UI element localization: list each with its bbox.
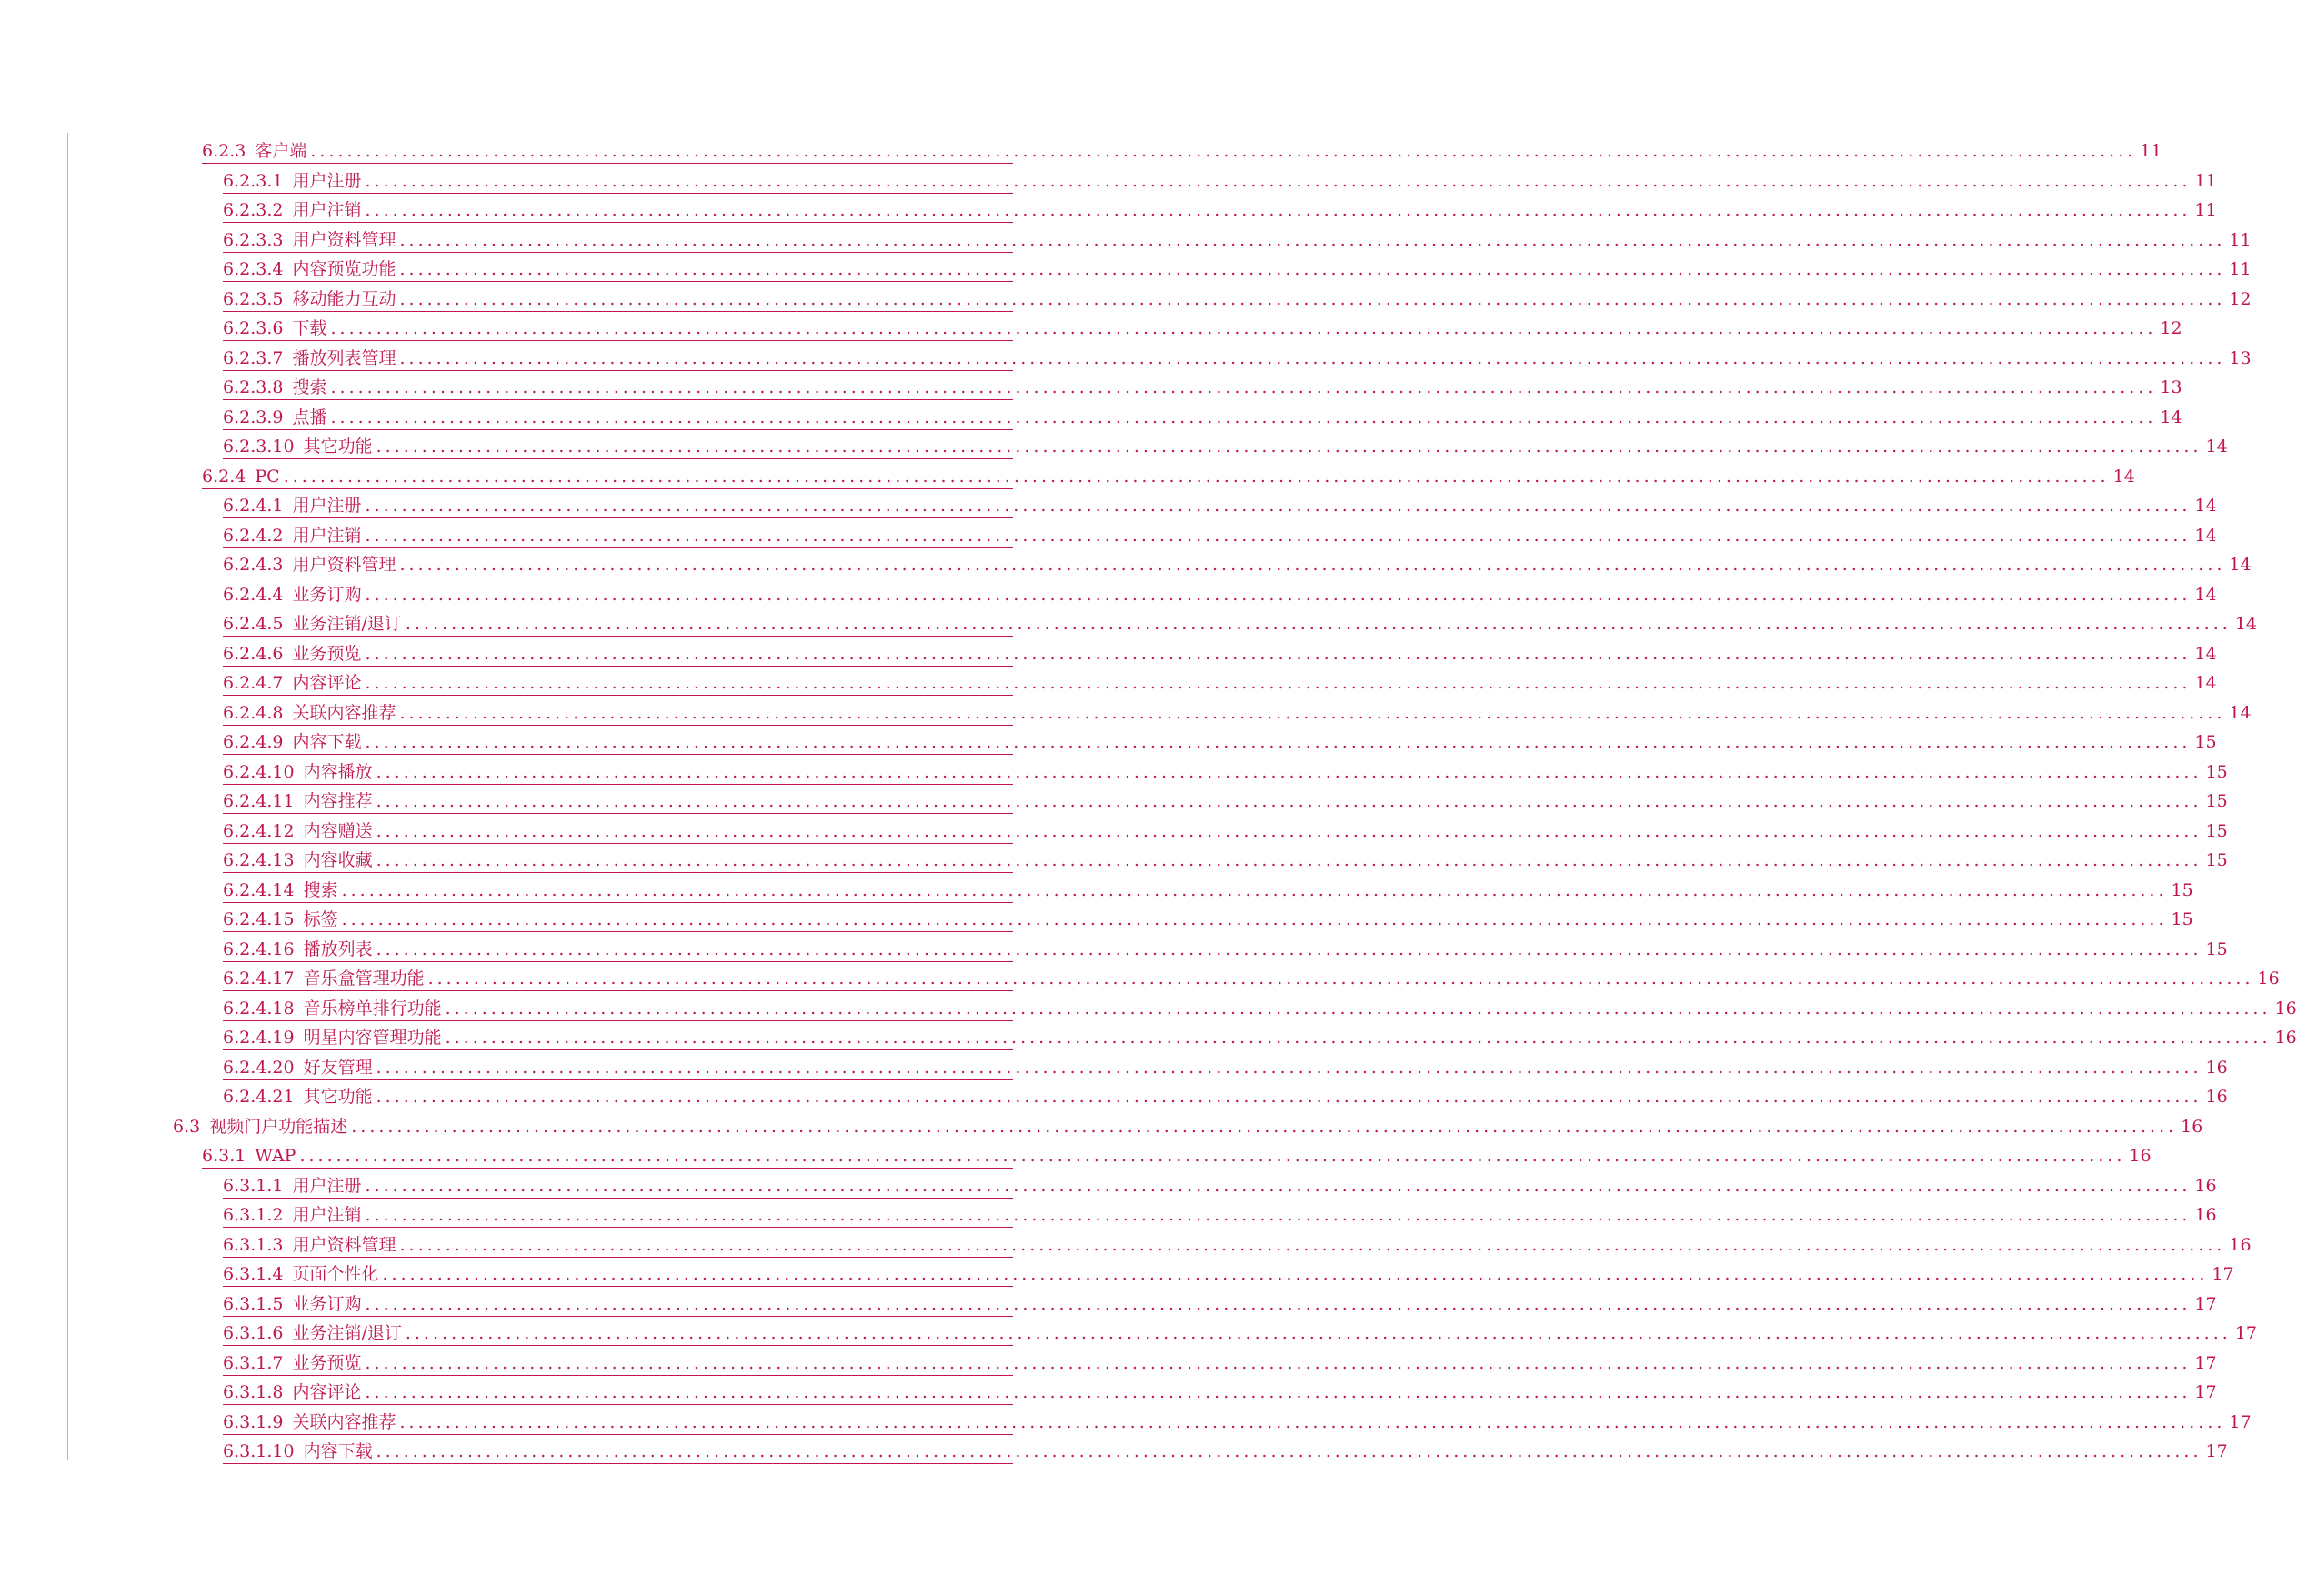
toc-entry-label: 用户注册 [292,1175,362,1196]
toc-page-number: 15 [2171,909,2193,929]
toc-dot-leader: ........................................................................................................................................................................................................ [365,170,2192,191]
toc-entry-label: 内容赠送 [303,820,373,841]
toc-entry-title [202,467,280,487]
toc-entry-label: 用户资料管理 [292,1234,396,1255]
toc-dot-leader: ........................................................................................................................................................................................................ [351,1116,2178,1137]
toc-page-number: 15 [2171,879,2193,900]
toc-entry-number: 6.2.4.9 [223,732,284,752]
toc-page-number: 17 [2194,1352,2217,1373]
toc-entry-number: 6.3.1.3 [223,1234,284,1255]
toc-entry-title [223,1176,362,1196]
toc-page-number: 14 [2194,496,2217,516]
toc-entry-label: 业务预览 [292,1352,362,1373]
toc-entry[interactable] [223,226,2252,253]
toc-page-number: 15 [2205,761,2228,782]
toc-entry-title [223,585,362,605]
toc-entry[interactable] [223,964,2280,991]
toc-entry-label: 内容下载 [292,732,362,752]
toc-entry-number: 6.3.1.1 [223,1175,284,1196]
toc-entry-title [223,673,362,693]
page-margin-rule [67,133,68,1460]
toc-entry-number: 6.2.4 [202,466,246,487]
toc-page-number: 11 [2194,170,2217,191]
toc-page-number: 12 [2229,288,2252,309]
toc-entry-number: 6.3.1.5 [223,1293,284,1314]
toc-entry-number: 6.2.4.15 [223,909,295,929]
toc-entry-label: 音乐榜单排行功能 [303,998,442,1019]
toc-entry-number: 6.2.3.2 [223,200,284,220]
toc-dot-leader: ........................................................................................................................................................................................................ [445,998,2272,1019]
toc-entry[interactable] [223,1319,2257,1346]
toc-page-number: 16 [2181,1116,2203,1137]
toc-dot-leader: ........................................................................................................................................................................................................ [365,1352,2192,1373]
toc-page-number: 16 [2194,1175,2217,1196]
toc-page-number: 16 [2274,998,2297,1019]
toc-entry-title [223,644,362,664]
toc-entry-number: 6.3.1.4 [223,1264,284,1284]
toc-entry-label: 用户注销 [292,1205,362,1225]
toc-entry-title [223,791,373,811]
toc-entry[interactable] [223,668,2217,696]
toc-dot-leader: ........................................................................................................................................................................................................ [376,820,2202,841]
toc-entry[interactable] [223,728,2217,755]
toc-page-number: 16 [2205,1057,2228,1078]
toc-page-number: 17 [2229,1411,2252,1432]
toc-entry[interactable] [223,787,2228,814]
toc-page-number: 16 [2194,1205,2217,1225]
toc-entry-label: 内容推荐 [303,791,373,811]
toc-dot-leader: ........................................................................................................................................................................................................ [299,1146,2126,1166]
toc-entry[interactable] [223,1260,2234,1287]
toc-dot-leader: ........................................................................................................................................................................................................ [399,555,2226,575]
toc-entry-title [223,1087,373,1107]
toc-entry-label: 关联内容推荐 [292,702,396,723]
toc-dot-leader: ........................................................................................................................................................................................................ [399,259,2226,279]
toc-page-number: 17 [2234,1323,2257,1343]
toc-entry-number: 6.2.4.13 [223,850,295,870]
toc-dot-leader: ........................................................................................................................................................................................................ [365,1175,2192,1196]
toc-entry-title [223,880,338,900]
toc-entry-title [223,1205,362,1225]
toc-entry-title [223,496,362,516]
toc-page-number: 14 [2234,614,2257,634]
toc-entry-title [223,732,362,752]
toc-entry-number: 6.2.3.6 [223,318,284,338]
toc-entry-label: 用户注销 [292,200,362,220]
toc-entry-label: WAP [255,1146,296,1166]
toc-entry-title [202,141,306,161]
toc-entry[interactable] [223,166,2217,194]
toc-entry[interactable] [223,550,2252,577]
toc-entry-label: 播放列表管理 [292,347,396,368]
toc-page-number: 15 [2205,820,2228,841]
toc-page-number: 15 [2205,939,2228,959]
toc-dot-leader: ........................................................................................................................................................................................................ [330,318,2157,338]
toc-entry-number: 6.2.4.2 [223,525,284,546]
toc-page-number: 11 [2140,141,2162,161]
toc-entry-label: 移动能力互动 [292,288,396,309]
toc-dot-leader: ........................................................................................................................................................................................................ [376,1087,2202,1107]
toc-page-number: 17 [2194,1293,2217,1314]
toc-entry-number: 6.3.1 [202,1146,246,1166]
toc-entry-title [223,200,362,220]
toc-entry-number: 6.2.4.1 [223,496,284,516]
toc-entry-label: 明星内容管理功能 [303,1028,442,1048]
toc-dot-leader: ........................................................................................................................................................................................................ [365,643,2192,664]
toc-entry-number: 6.2.3.8 [223,377,284,397]
toc-dot-leader: ........................................................................................................................................................................................................ [376,850,2202,870]
toc-entry-label: 客户端 [255,141,307,161]
toc-page-number: 15 [2205,850,2228,870]
toc-entry-number: 6.2.3.7 [223,347,284,368]
toc-entry-title [173,1117,347,1137]
toc-page-number: 17 [2194,1382,2217,1402]
toc-entry-label: 音乐盒管理功能 [303,969,425,989]
toc-entry-title [223,437,373,457]
toc-dot-leader: ........................................................................................................................................................................................................ [310,141,2137,161]
toc-dot-leader: ........................................................................................................................................................................................................ [365,732,2192,752]
toc-entry-label: 下载 [292,318,327,338]
toc-entry-number: 6.2.4.10 [223,761,295,782]
toc-dot-leader: ........................................................................................................................................................................................................ [376,437,2202,457]
toc-entry[interactable] [223,196,2217,223]
toc-dot-leader: ........................................................................................................................................................................................................ [376,1441,2202,1461]
toc-entry[interactable] [223,285,2252,312]
toc-entry-title [223,1323,402,1343]
toc-entry-title [223,999,442,1019]
toc-entry[interactable] [223,403,2182,430]
toc-entry[interactable] [223,1378,2217,1405]
toc-entry-label: 搜索 [303,879,338,900]
toc-page-number: 14 [2194,673,2217,693]
toc-dot-leader: ........................................................................................................................................................................................................ [365,673,2192,693]
toc-entry-number: 6.3.1.8 [223,1382,284,1402]
toc-entry[interactable] [223,817,2228,844]
toc-entry-number: 6.3 [173,1116,201,1137]
toc-dot-leader: ........................................................................................................................................................................................................ [283,466,2110,487]
toc-entry[interactable] [223,314,2182,341]
toc-dot-leader: ........................................................................................................................................................................................................ [341,879,2168,900]
toc-entry-title [223,407,327,427]
toc-page-number: 16 [2129,1146,2152,1166]
toc-page-number: 11 [2194,200,2217,220]
toc-entry-title [223,939,373,959]
toc-dot-leader: ........................................................................................................................................................................................................ [427,969,2254,989]
toc-entry[interactable] [223,373,2182,400]
toc-entry-title [223,909,338,929]
toc-entry-label: 关联内容推荐 [292,1411,396,1432]
toc-entry-title [223,318,327,338]
toc-entry-label: 内容收藏 [303,850,373,870]
toc-entry-number: 6.3.1.2 [223,1205,284,1225]
toc-dot-leader: ........................................................................................................................................................................................................ [341,909,2168,929]
toc-page-number: 15 [2205,791,2228,811]
toc-entry[interactable] [223,609,2257,637]
toc-entry-label: 业务注销/退订 [292,1323,402,1343]
toc-entry-label: 内容下载 [303,1441,373,1461]
toc-entry-label: 播放列表 [303,939,373,959]
toc-entry-title [223,348,396,368]
toc-entry[interactable] [223,255,2252,282]
toc-entry-title [223,821,373,841]
toc-entry-title [223,377,327,397]
toc-entry[interactable] [223,876,2193,903]
toc-entry-title [223,1058,373,1078]
toc-entry[interactable] [223,1437,2228,1464]
toc-page-number: 16 [2257,969,2280,989]
toc-entry[interactable] [223,580,2217,607]
toc-page-number: 14 [2194,525,2217,546]
toc-dot-leader: ........................................................................................................................................................................................................ [365,1293,2192,1314]
toc-entry-number: 6.2.4.21 [223,1087,295,1107]
toc-page-number: 14 [2205,437,2228,457]
toc-entry-title [223,969,425,989]
toc-entry-number: 6.3.1.6 [223,1323,284,1343]
toc-entry-number: 6.2.4.11 [223,791,295,811]
toc-entry-label: 标签 [303,909,338,929]
toc-entry-title [223,1382,362,1402]
toc-entry[interactable] [223,1290,2217,1317]
toc-entry[interactable] [223,905,2193,932]
toc-page-number: 14 [2229,555,2252,575]
toc-entry[interactable] [202,136,2162,164]
toc-entry[interactable] [223,1230,2252,1258]
toc-entry-number: 6.2.4.19 [223,1028,295,1048]
toc-entry-number: 6.2.4.6 [223,643,284,664]
toc-entry-title [223,762,373,782]
toc-entry-title [223,850,373,870]
toc-page-number: 13 [2229,347,2252,368]
toc-dot-leader: ........................................................................................................................................................................................................ [376,939,2202,959]
toc-entry-label: 内容播放 [303,761,373,782]
toc-entry-label: 用户资料管理 [292,229,396,250]
toc-entry[interactable] [223,432,2228,459]
toc-dot-leader: ........................................................................................................................................................................................................ [376,761,2202,782]
toc-entry-label: 内容预览功能 [292,259,396,279]
toc-page-number: 16 [2229,1234,2252,1255]
toc-entry-label: 内容评论 [292,1382,362,1402]
toc-entry-number: 6.2.4.16 [223,939,295,959]
toc-entry-number: 6.2.3.9 [223,407,284,427]
toc-entry-number: 6.2.3.4 [223,259,284,279]
toc-entry-title [223,1264,379,1284]
toc-entry-title [223,1441,373,1461]
toc-entry-number: 6.2.3.3 [223,229,284,250]
toc-entry-title [223,614,402,634]
toc-entry-title [223,259,396,279]
toc-entry-number: 6.2.4.20 [223,1057,295,1078]
toc-entry[interactable] [223,994,2297,1021]
toc-entry-title [223,1294,362,1314]
toc-entry-label: 视频门户功能描述 [209,1116,348,1137]
toc-entry-number: 6.2.4.18 [223,998,295,1019]
toc-dot-leader: ........................................................................................................................................................................................................ [399,288,2226,309]
toc-entry-label: PC [255,466,280,487]
toc-entry[interactable] [223,344,2252,371]
toc-dot-leader: ........................................................................................................................................................................................................ [376,791,2202,811]
toc-entry-number: 6.2.4.4 [223,584,284,605]
toc-entry[interactable] [223,1200,2217,1228]
toc-entry[interactable] [223,1053,2228,1080]
toc-entry-number: 6.2.4.7 [223,673,284,693]
toc-entry[interactable] [223,491,2217,518]
toc-entry-title [223,1235,396,1255]
toc-entry-number: 6.2.3.5 [223,288,284,309]
toc-entry-label: 用户注销 [292,525,362,546]
toc-entry-label: 点播 [292,407,327,427]
toc-entry-title [223,230,396,250]
toc-dot-leader: ........................................................................................................................................................................................................ [365,200,2192,220]
toc-entry-title [223,555,396,575]
toc-page-number: 17 [2205,1441,2228,1461]
toc-entry-label: 业务预览 [292,643,362,664]
toc-entry[interactable] [223,758,2228,785]
toc-entry[interactable] [223,698,2252,726]
toc-entry-label: 业务订购 [292,1293,362,1314]
toc-entry-label: 用户注册 [292,170,362,191]
toc-dot-leader: ........................................................................................................................................................................................................ [382,1264,2209,1284]
toc-page-number: 14 [2194,584,2217,605]
toc-page-number: 11 [2229,229,2252,250]
toc-entry-number: 6.3.1.7 [223,1352,284,1373]
toc-dot-leader: ........................................................................................................................................................................................................ [330,377,2157,397]
toc-entry-label: 其它功能 [303,437,373,457]
toc-page-number: 11 [2229,259,2252,279]
toc-entry-number: 6.2.4.8 [223,702,284,723]
toc-page-number: 14 [2194,643,2217,664]
toc-page-number: 16 [2274,1028,2297,1048]
toc-entry-title [202,1146,296,1166]
toc-entry[interactable] [202,1141,2152,1169]
toc-entry-title [223,1353,362,1373]
toc-entry[interactable] [223,1408,2252,1435]
toc-entry-number: 6.2.3 [202,141,246,161]
toc-page-number: 13 [2160,377,2182,397]
toc-entry[interactable] [223,1082,2228,1109]
toc-entry-label: 好友管理 [303,1057,373,1078]
toc-dot-leader: ........................................................................................................................................................................................................ [330,407,2157,427]
toc-dot-leader: ........................................................................................................................................................................................................ [399,347,2226,368]
toc-dot-leader: ........................................................................................................................................................................................................ [365,1382,2192,1402]
toc-entry-title [223,1028,442,1048]
toc-dot-leader: ........................................................................................................................................................................................................ [405,614,2232,634]
toc-entry-label: 搜索 [292,377,327,397]
toc-page-number: 16 [2205,1087,2228,1107]
toc-entry[interactable] [223,1171,2217,1199]
toc-dot-leader: ........................................................................................................................................................................................................ [365,525,2192,546]
toc-entry-title [223,1412,396,1432]
toc-entry[interactable] [223,639,2217,667]
toc-entry-title [223,526,362,546]
toc-page-number: 14 [2160,407,2182,427]
toc-dot-leader: ........................................................................................................................................................................................................ [399,1411,2226,1432]
toc-entry-label: 用户注册 [292,496,362,516]
toc-entry-number: 6.2.4.3 [223,555,284,575]
toc-entry-number: 6.2.4.12 [223,820,295,841]
toc-entry-label: 内容评论 [292,673,362,693]
toc-dot-leader: ........................................................................................................................................................................................................ [376,1057,2202,1078]
toc-dot-leader: ........................................................................................................................................................................................................ [365,584,2192,605]
toc-entry-label: 业务注销/退订 [292,614,402,634]
toc-entry-number: 6.2.4.17 [223,969,295,989]
toc-entry[interactable] [223,521,2217,548]
toc-entry-title [223,289,396,309]
toc-page-number: 14 [2112,466,2135,487]
toc-entry[interactable] [173,1112,2203,1139]
toc-entry-number: 6.2.3.1 [223,170,284,191]
toc-page-number: 17 [2212,1264,2234,1284]
toc-entry[interactable] [223,935,2228,962]
toc-entry-label: 页面个性化 [292,1264,379,1284]
toc-entry-label: 用户资料管理 [292,555,396,575]
toc-entry[interactable] [202,462,2135,489]
toc-entry[interactable] [223,1349,2217,1376]
toc-entry-title [223,703,396,723]
toc-entry-number: 6.2.4.5 [223,614,284,634]
toc-dot-leader: ........................................................................................................................................................................................................ [445,1028,2272,1048]
toc-page-number: 14 [2229,702,2252,723]
toc-entry-number: 6.2.3.10 [223,437,295,457]
toc-entry[interactable] [223,846,2228,873]
toc-page-number: 15 [2194,732,2217,752]
toc-entry-title [223,171,362,191]
toc-dot-leader: ........................................................................................................................................................................................................ [365,496,2192,516]
toc-dot-leader: ........................................................................................................................................................................................................ [399,702,2226,723]
toc-entry-number: 6.2.4.14 [223,879,295,900]
toc-dot-leader: ........................................................................................................................................................................................................ [405,1323,2232,1343]
toc-page-number: 12 [2160,318,2182,338]
toc-dot-leader: ........................................................................................................................................................................................................ [399,1234,2226,1255]
toc-dot-leader: ........................................................................................................................................................................................................ [365,1205,2192,1225]
toc-entry[interactable] [223,1023,2297,1050]
toc-entry-label: 业务订购 [292,584,362,605]
toc-entry-label: 其它功能 [303,1087,373,1107]
toc-entry-number: 6.3.1.10 [223,1441,295,1461]
toc-dot-leader: ........................................................................................................................................................................................................ [399,229,2226,250]
toc-entry-number: 6.3.1.9 [223,1411,284,1432]
